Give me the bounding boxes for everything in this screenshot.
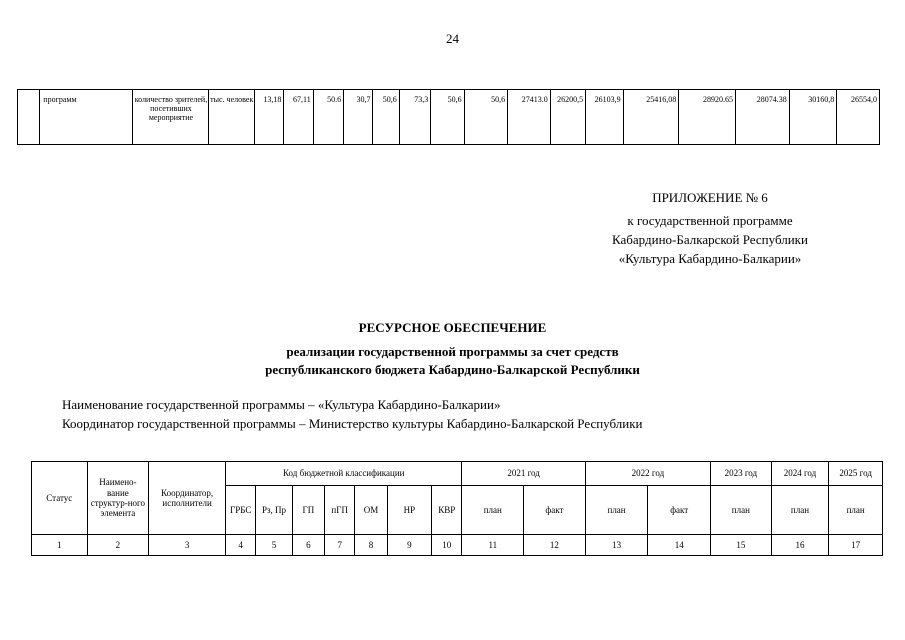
column-number-row [32,535,883,556]
table-cell: 27413.0 [508,90,551,145]
header-code: ГП [292,486,324,535]
header-plan: план [829,486,883,535]
table-cell: 28920.65 [679,90,736,145]
continued-table [17,89,880,145]
header-status: Статус [32,462,88,535]
appendix-line: к государственной программе [627,213,793,228]
subtitle-line: республиканского бюджета Кабардино-Балкарской Республики [265,362,640,377]
header-plan: план [462,486,524,535]
table-cell: 50.6 [313,90,343,145]
header-code: пГП [325,486,355,535]
header-plan: план [711,486,772,535]
column-number: 5 [256,535,292,556]
column-number: 13 [585,535,648,556]
table-cell: 67,11 [284,90,313,145]
table-cell: 28074.38 [736,90,790,145]
column-number: 4 [226,535,256,556]
table-cell: 25416,08 [623,90,679,145]
header-budget-code: Код бюджетной классификации [226,462,462,486]
column-number: 9 [387,535,431,556]
column-number: 17 [829,535,883,556]
column-number: 3 [149,535,226,556]
appendix-heading: ПРИЛОЖЕНИЕ № 6 [652,190,768,205]
header-code: НР [387,486,431,535]
table-cell: 50,6 [464,90,508,145]
table-cell: тыс. человек [209,90,255,145]
table-cell: 26554,0 [837,90,880,145]
table-row [18,90,880,145]
subtitle-line: реализации государственной программы за счет средств [286,344,619,359]
header-code: ГРБС [226,486,256,535]
header-code: КВР [432,486,462,535]
header-year-2025: 2025 год [829,462,883,486]
page-number: 24 [446,31,459,46]
header-fact: факт [524,486,586,535]
document-title: РЕСУРСНОЕ ОБЕСПЕЧЕНИЕ [358,320,547,335]
column-number: 14 [648,535,711,556]
header-plan: план [585,486,648,535]
column-number: 2 [87,535,149,556]
header-year-2023: 2023 год [711,462,772,486]
column-number: 16 [771,535,829,556]
column-number: 8 [355,535,387,556]
program-info [62,395,643,433]
column-number: 10 [432,535,462,556]
appendix-line: «Культура Кабардино-Балкарии» [618,251,802,266]
header-year-2024: 2024 год [771,462,829,486]
table-cell: 73,3 [399,90,430,145]
appendix-block [560,188,860,268]
header-code: ОМ [355,486,387,535]
document-subtitle [0,343,905,379]
table-cell: 30160,8 [789,90,837,145]
header-year-2021: 2021 год [462,462,585,486]
program-name-line: Наименование государственной программы – «Культура Кабардино-Балкарии» [62,397,501,412]
resource-table [31,461,883,556]
table-cell: 13,18 [255,90,284,145]
header-plan: план [771,486,829,535]
column-number: 11 [462,535,524,556]
coordinator-line: Координатор государственной программы – Министерство культуры Кабардино-Балкарской Республики [62,416,643,431]
table-cell: количество зрителей, посетивших мероприятие [133,90,209,145]
table-cell: 50,6 [373,90,399,145]
header-fact: факт [648,486,711,535]
table-header-row [32,462,883,486]
table-cell: 30,7 [344,90,373,145]
header-code: Рз, Пр [256,486,292,535]
header-coordinator: Координатор, исполнители [149,462,226,535]
table-cell: 26200,5 [550,90,585,145]
column-number: 6 [292,535,324,556]
column-number: 1 [32,535,88,556]
table-cell: программ [40,90,133,145]
column-number: 12 [524,535,586,556]
table-cell: 26103,9 [586,90,623,145]
table-cell: 50,6 [431,90,464,145]
header-year-2022: 2022 год [585,462,710,486]
column-number: 7 [325,535,355,556]
table-cell [18,90,40,145]
appendix-line: Кабардино-Балкарской Республики [612,232,808,247]
column-number: 15 [711,535,772,556]
header-element-name: Наимено-вание структур-ного элемента [87,462,149,535]
